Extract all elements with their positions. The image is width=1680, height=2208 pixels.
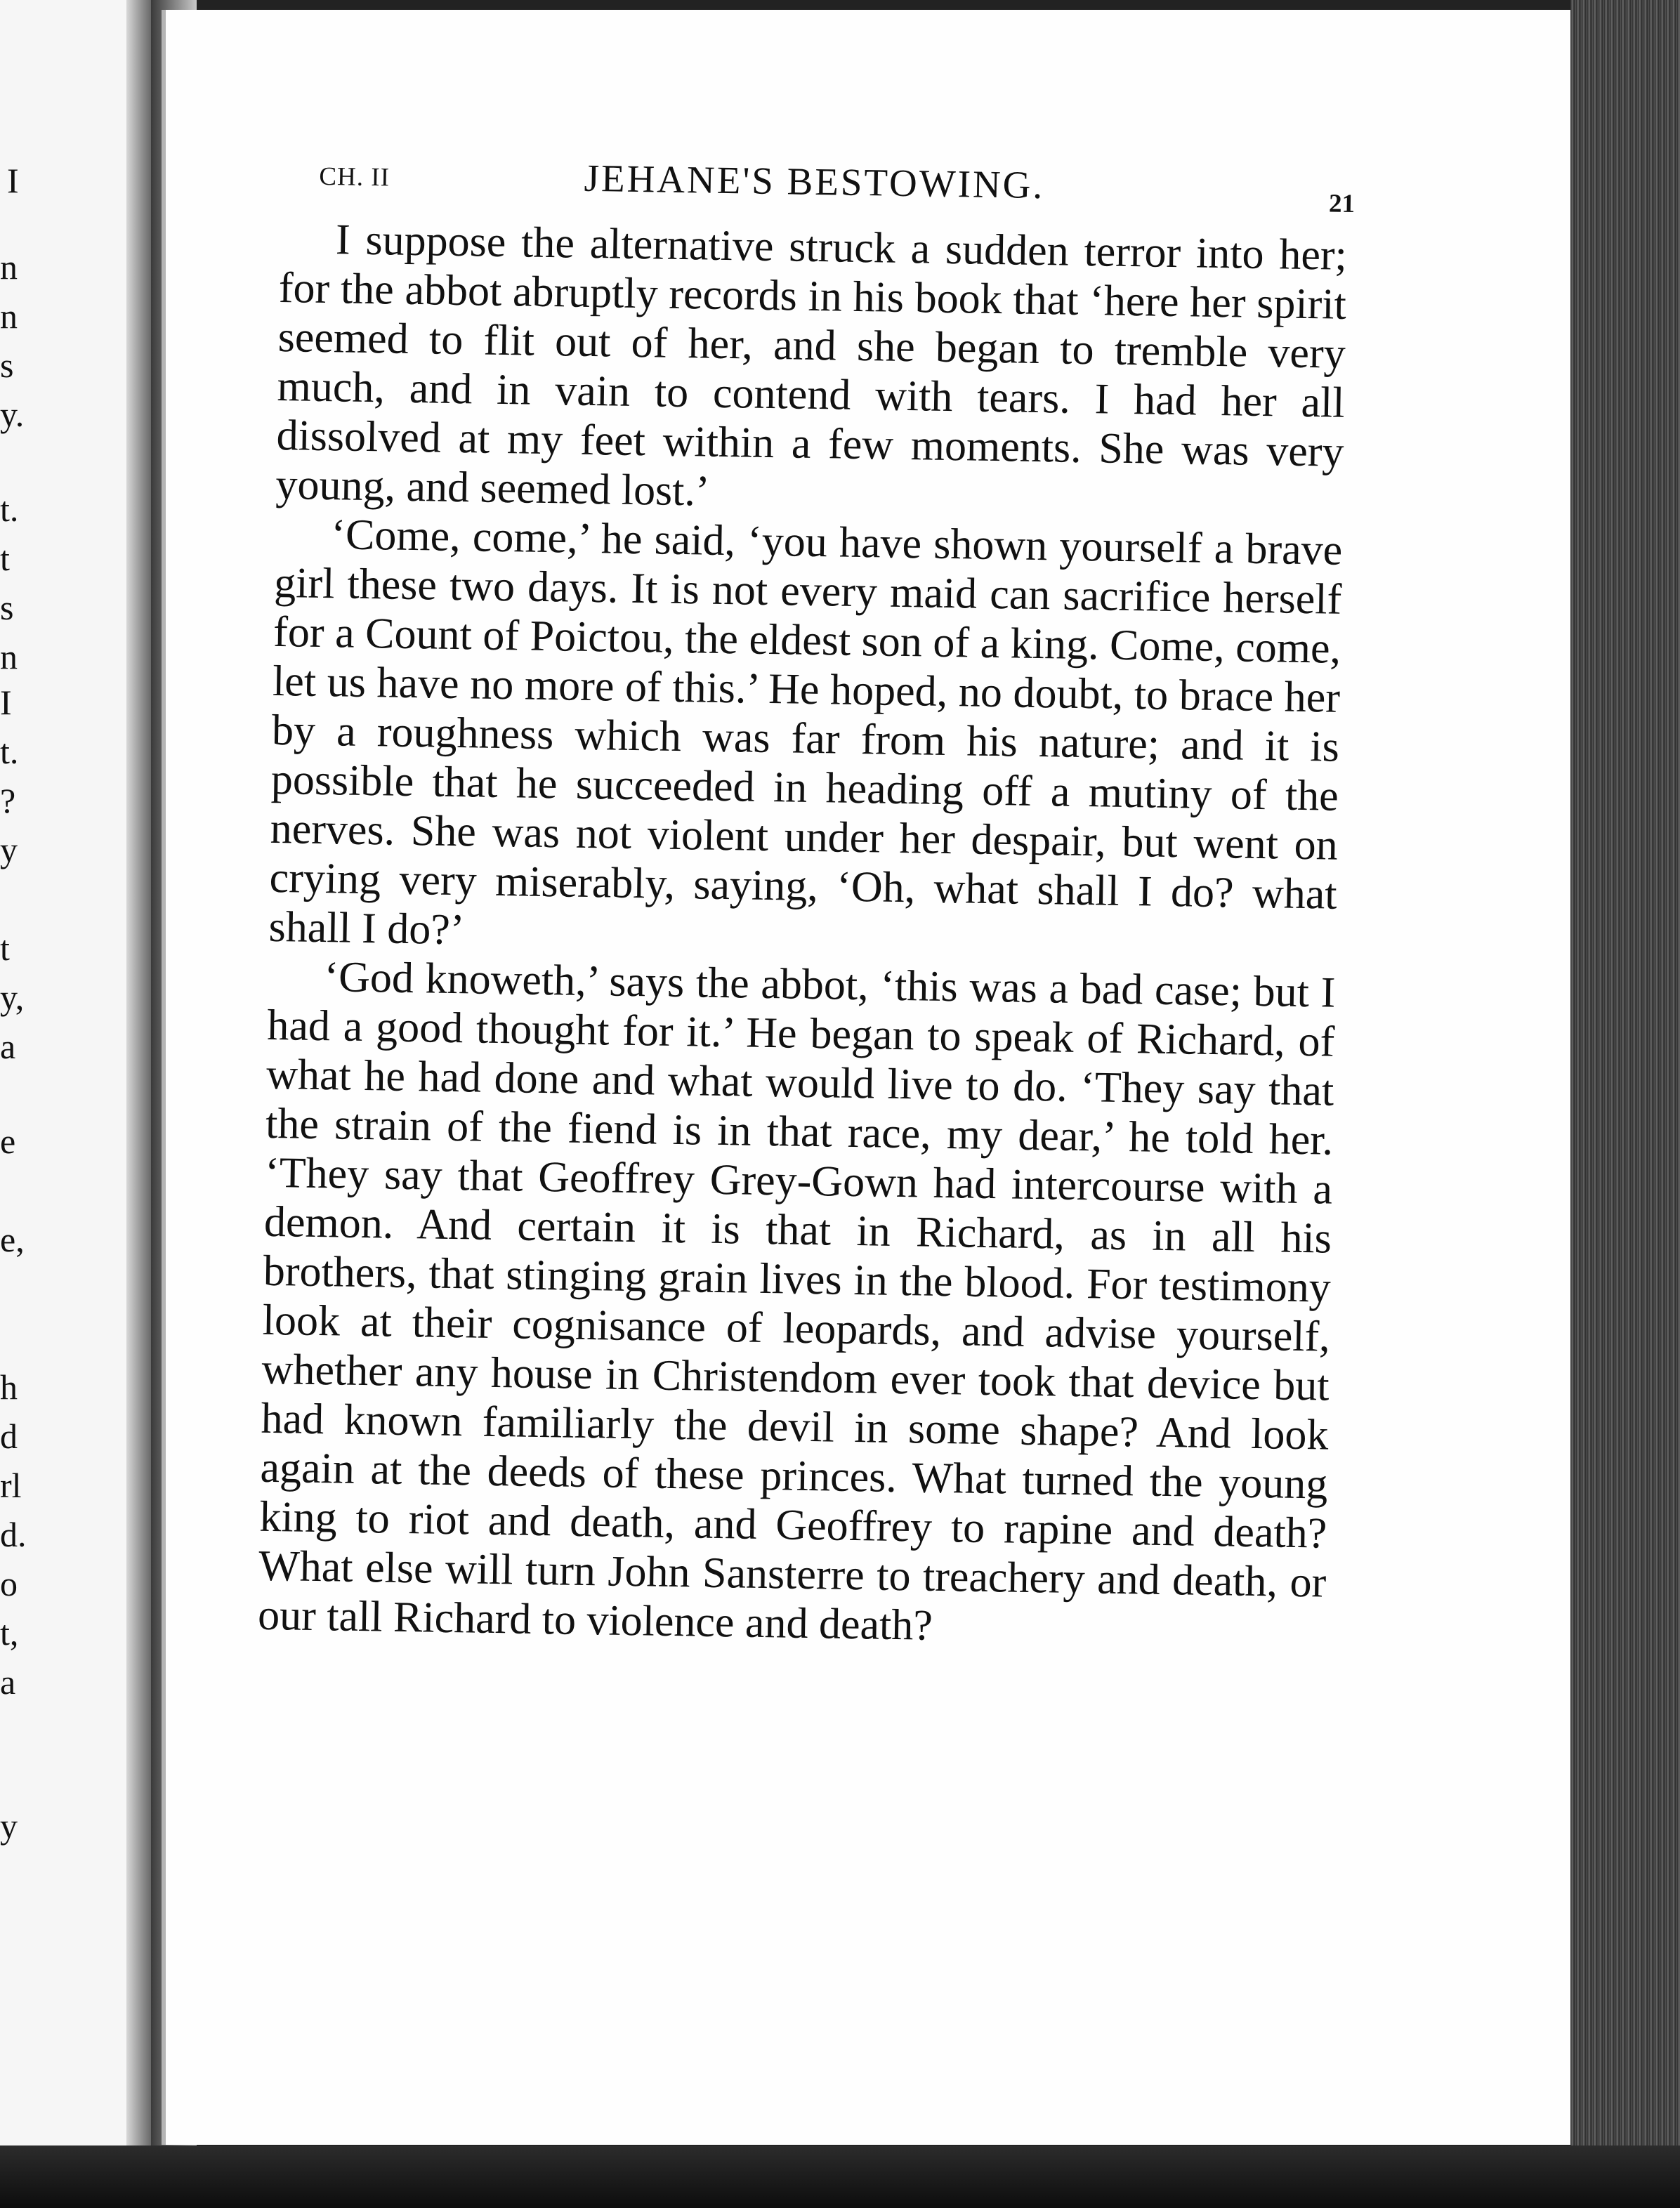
edge-letter: y, <box>0 978 25 1017</box>
edge-letter: n <box>0 637 18 676</box>
edge-letter: a <box>0 1027 16 1066</box>
edge-letter: e, <box>0 1220 25 1259</box>
edge-letter: a <box>0 1662 16 1702</box>
edge-letter: I <box>7 161 19 200</box>
edge-letter: ? <box>0 781 16 820</box>
edge-letter: rl <box>0 1466 22 1505</box>
edge-letter: h <box>0 1367 18 1407</box>
paragraph: ‘Come, come,’ he said, ‘you have shown yourself a brave girl these two days. It is not every maid can sacrifice herself for a Count of Poictou, the eldest son of a king. Come, come, let us have no more of this.’ He hoped, no doubt, to brace her by a roughness which was far from his nature; and it is possible that he succeeded in heading off a mutiny of the nerves. She was not violent under her despair, but went on crying very miserably, saying, ‘Oh, what shall I do? what shall I do?’ <box>268 511 1343 954</box>
chapter-label: CH. II <box>319 162 391 192</box>
edge-letter: n <box>0 247 18 287</box>
edge-letter: s <box>0 588 14 627</box>
scan-bottom-border <box>0 2145 1680 2208</box>
edge-letter: d. <box>0 1515 27 1554</box>
edge-letter: y. <box>0 395 25 434</box>
book-page-edges <box>1570 0 1680 2167</box>
left-page-shadow <box>126 0 155 2149</box>
paragraph: ‘God knoweth,’ says the abbot, ‘this was a bad case; but I had a good thought for it.’ He began to speak of Richard, of what he had done and what would live to do. ‘They say that the strain of the fiend is in that race, my dear,’ he told her. ‘They say that Geoffrey Grey-Gown had intercourse with a demon. And certain it is that in Richard, as in all his brothers, that stinging grain lives in the blood. For testimony look at their cognisance of leopards, and advise yourself, whether any house in Christendom ever took that device but had known familiarly the devil in some shape? And look again at the deeds of these princes. What turned the young king to riot and death, and Geoffrey to rapine and death? What else will turn John Sansterre to treachery and death, or our tall Richard to violence and death? <box>257 953 1336 1650</box>
edge-letter: n <box>0 296 18 336</box>
edge-letter: t <box>0 539 10 578</box>
page-text-block <box>257 151 1356 1657</box>
scan-top-border <box>0 0 1680 10</box>
edge-letter: y <box>0 1806 18 1846</box>
paragraph: I suppose the alternative struck a sudden terror into her; for the abbot abruptly records in his book that ‘here her spirit seemed to flit out of her, and she began to tremble very much, and in vain to contend with tears. I had her all dissolved at my feet within a few moments. She was very young, and seemed lost.’ <box>275 216 1348 515</box>
page-number: 21 <box>1328 189 1356 219</box>
edge-letter: t, <box>0 1613 19 1652</box>
edge-letter: y <box>0 830 18 869</box>
body-text <box>258 214 1348 1657</box>
edge-letter: I <box>0 683 12 722</box>
edge-letter: o <box>0 1564 18 1603</box>
edge-letter: e <box>0 1122 16 1161</box>
left-page-edge-letters <box>0 0 42 2149</box>
edge-letter: t. <box>0 489 19 529</box>
edge-letter: d <box>0 1417 18 1456</box>
edge-letter: t <box>0 928 10 968</box>
running-title: JEHANE'S BESTOWING. <box>584 156 1045 207</box>
edge-letter: t. <box>0 732 19 771</box>
edge-letter: s <box>0 346 14 385</box>
